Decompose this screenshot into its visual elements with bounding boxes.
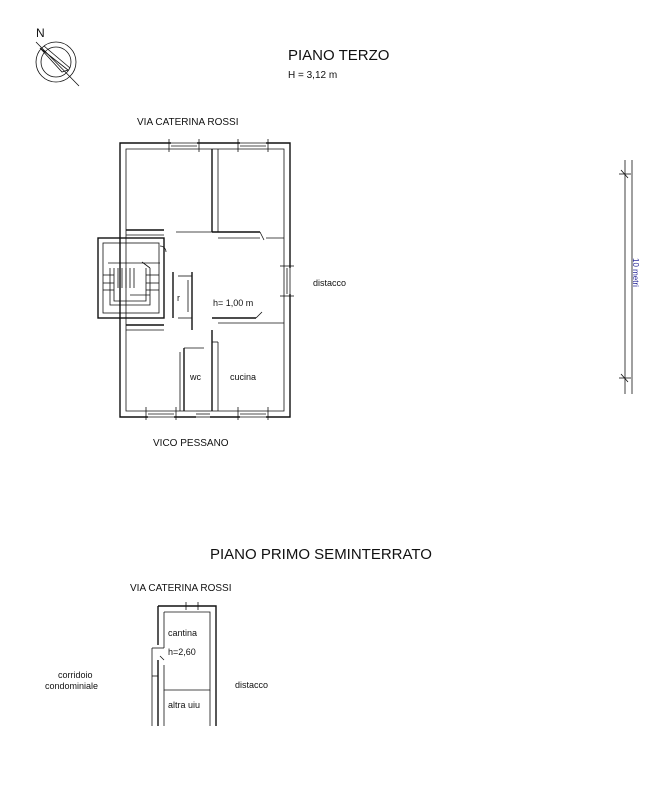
room-cucina-label: cucina (230, 372, 257, 382)
altra-uiu-label: altra uiu (168, 700, 201, 710)
scale-bar-label: 10 metri (631, 258, 640, 287)
compass-label: N (36, 26, 45, 40)
room-cantina-label: cantina (168, 628, 198, 638)
corridoio-label-line2: condominiale (45, 681, 99, 691)
seminterrato-distacco-label: distacco (235, 680, 269, 690)
scale-bar (619, 160, 640, 394)
side-distacco-label: distacco (313, 278, 347, 288)
street-top-label: VIA CATERINA ROSSI (137, 117, 239, 128)
window-bottom-left (146, 407, 176, 420)
window-bottom-wc (196, 409, 210, 419)
mezzanine-height-label: h= 1,00 m (213, 298, 254, 308)
room-wc-label: wc (190, 372, 201, 382)
room-r-label: r (177, 293, 180, 303)
window-top-right (238, 139, 268, 152)
window-side (280, 266, 294, 296)
window-top-left (169, 139, 199, 152)
piano-seminterrato-title: PIANO PRIMO SEMINTERRATO (210, 546, 432, 563)
street-bottom-label: VICO PESSANO (153, 438, 229, 449)
seminterrato-street-label: VIA CATERINA ROSSI (130, 583, 232, 594)
corridoio-label-line1: corridoio (58, 670, 93, 680)
staircase (98, 238, 166, 318)
cantina-height-label: h=2,60 (168, 647, 196, 657)
window-bottom-right (238, 407, 268, 420)
piano-terzo-plan (98, 139, 294, 420)
piano-terzo-title: PIANO TERZO (288, 47, 390, 64)
piano-terzo-height: H = 3,12 m (288, 70, 338, 81)
north-arrow-icon (36, 42, 79, 86)
